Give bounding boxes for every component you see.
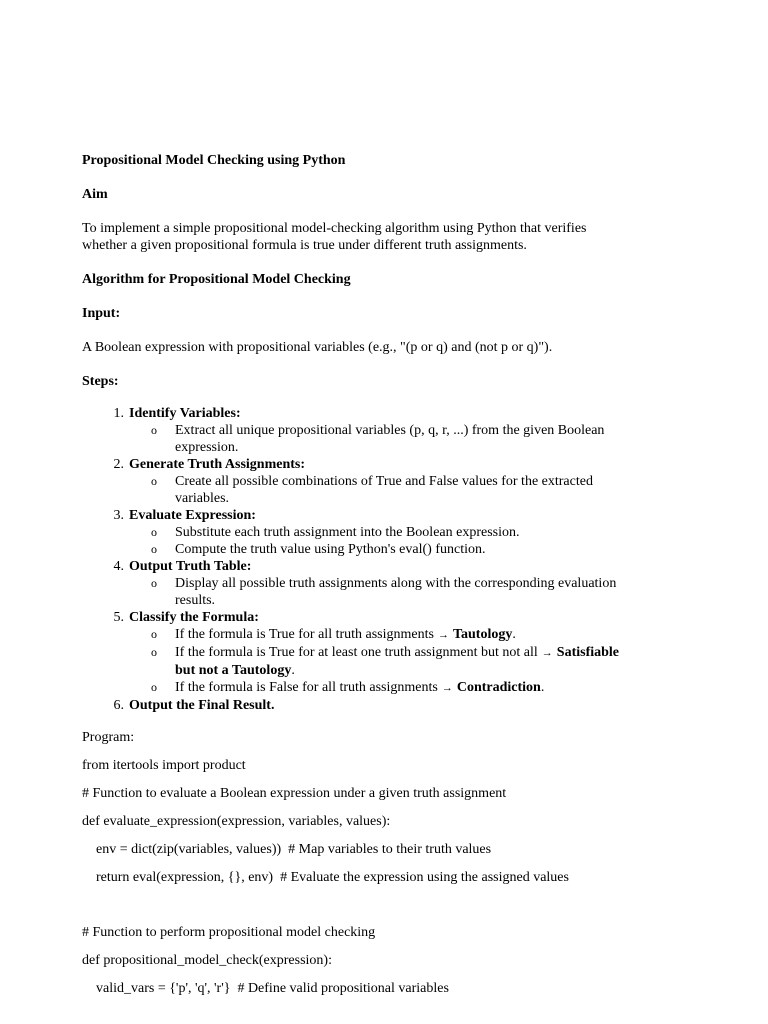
step-label: Identify Variables: — [129, 406, 241, 421]
input-text: A Boolean expression with propositional variables (e.g., "(p or q) and (not p or q)"). — [82, 340, 553, 355]
arrow-icon: → — [541, 647, 553, 659]
step-item — [82, 558, 682, 609]
step-label: Output Truth Table: — [129, 559, 252, 574]
bullet-marker: o — [151, 627, 157, 641]
step-label: Generate Truth Assignments: — [129, 457, 306, 472]
sub-item-text-cont: variables. — [175, 491, 230, 506]
sentence-end: . — [540, 680, 545, 695]
sub-item — [129, 644, 682, 679]
step-item — [82, 609, 682, 697]
code-line: def propositional_model_check(expression): — [82, 953, 332, 968]
sub-item-text: Extract all unique propositional variables (p, q, r, ...) from the given Boolean — [175, 423, 605, 438]
sub-item-text: If the formula is True for all truth assignments — [175, 627, 434, 642]
bullet-marker: o — [151, 474, 157, 488]
classification-term-cont: but not a Tautology — [175, 663, 292, 678]
sub-item — [129, 473, 682, 507]
bullet-marker: o — [151, 576, 157, 590]
code-line: # Function to evaluate a Boolean expression under a given truth assignment — [82, 786, 507, 801]
classification-term: Contradiction — [456, 680, 541, 695]
steps-heading: Steps: — [82, 374, 119, 389]
step-label: Output the Final Result. — [129, 698, 275, 713]
sub-item-text: Substitute each truth assignment into the Boolean expression. — [175, 525, 520, 540]
bullet-marker: o — [151, 423, 157, 437]
sub-item-text-cont: expression. — [175, 440, 239, 455]
arrow-icon: → — [437, 629, 449, 641]
sub-list — [129, 524, 682, 558]
code-line: from itertools import product — [82, 758, 246, 773]
step-label: Evaluate Expression: — [129, 508, 256, 523]
program-label: Program: — [82, 730, 135, 745]
sub-item-text: If the formula is True for at least one truth assignment but not all — [175, 645, 538, 660]
sub-item — [129, 626, 682, 644]
document-title: Propositional Model Checking using Python — [82, 153, 346, 168]
bullet-marker: o — [151, 525, 157, 539]
step-number: 3. — [113, 508, 124, 523]
step-number: 4. — [113, 559, 124, 574]
sub-item-text: Display all possible truth assignments along with the corresponding evaluation — [175, 576, 617, 591]
step-number: 5. — [113, 610, 124, 625]
bullet-marker: o — [151, 680, 157, 694]
aim-text-line-2: whether a given propositional formula is true under different truth assignments. — [82, 238, 527, 253]
sub-list — [129, 575, 682, 609]
algorithm-heading: Algorithm for Propositional Model Checking — [82, 272, 351, 287]
arrow-icon: → — [441, 682, 453, 694]
step-number: 1. — [113, 406, 124, 421]
sub-list — [129, 473, 682, 507]
step-item — [82, 405, 682, 456]
code-line: return eval(expression, {}, env) # Evaluate the expression using the assigned values — [82, 870, 569, 885]
step-item — [82, 456, 682, 507]
code-line: # Function to perform propositional model checking — [82, 925, 376, 940]
sub-item-text: Create all possible combinations of True and False values for the extracted — [175, 474, 593, 489]
aim-heading: Aim — [82, 187, 108, 202]
sub-list — [129, 626, 682, 697]
aim-text-line-1: To implement a simple propositional model-checking algorithm using Python that verifies — [82, 221, 587, 236]
step-number: 2. — [113, 457, 124, 472]
sub-item — [129, 422, 682, 456]
sub-item — [129, 679, 682, 697]
code-line: def evaluate_expression(expression, variables, values): — [82, 814, 391, 829]
sub-list — [129, 422, 682, 456]
sub-item — [129, 575, 682, 609]
sub-item-text-cont: results. — [175, 593, 216, 608]
classification-term: Satisfiable — [556, 645, 620, 660]
bullet-marker: o — [151, 645, 157, 659]
code-line: valid_vars = {'p', 'q', 'r'} # Define valid propositional variables — [82, 981, 449, 996]
step-item — [82, 697, 682, 714]
sub-item — [129, 524, 682, 541]
sub-item-text: If the formula is False for all truth assignments — [175, 680, 438, 695]
step-label: Classify the Formula: — [129, 610, 259, 625]
bullet-marker: o — [151, 542, 157, 556]
classification-term: Tautology — [452, 627, 513, 642]
steps-list — [82, 405, 682, 714]
sentence-end: . — [291, 663, 295, 678]
step-number: 6. — [113, 698, 124, 713]
step-item — [82, 507, 682, 558]
sub-item-text: Compute the truth value using Python's eval() function. — [175, 542, 486, 557]
sub-item — [129, 541, 682, 558]
input-heading: Input: — [82, 306, 121, 321]
code-line: env = dict(zip(variables, values)) # Map variables to their truth values — [82, 842, 492, 857]
sentence-end: . — [512, 627, 516, 642]
